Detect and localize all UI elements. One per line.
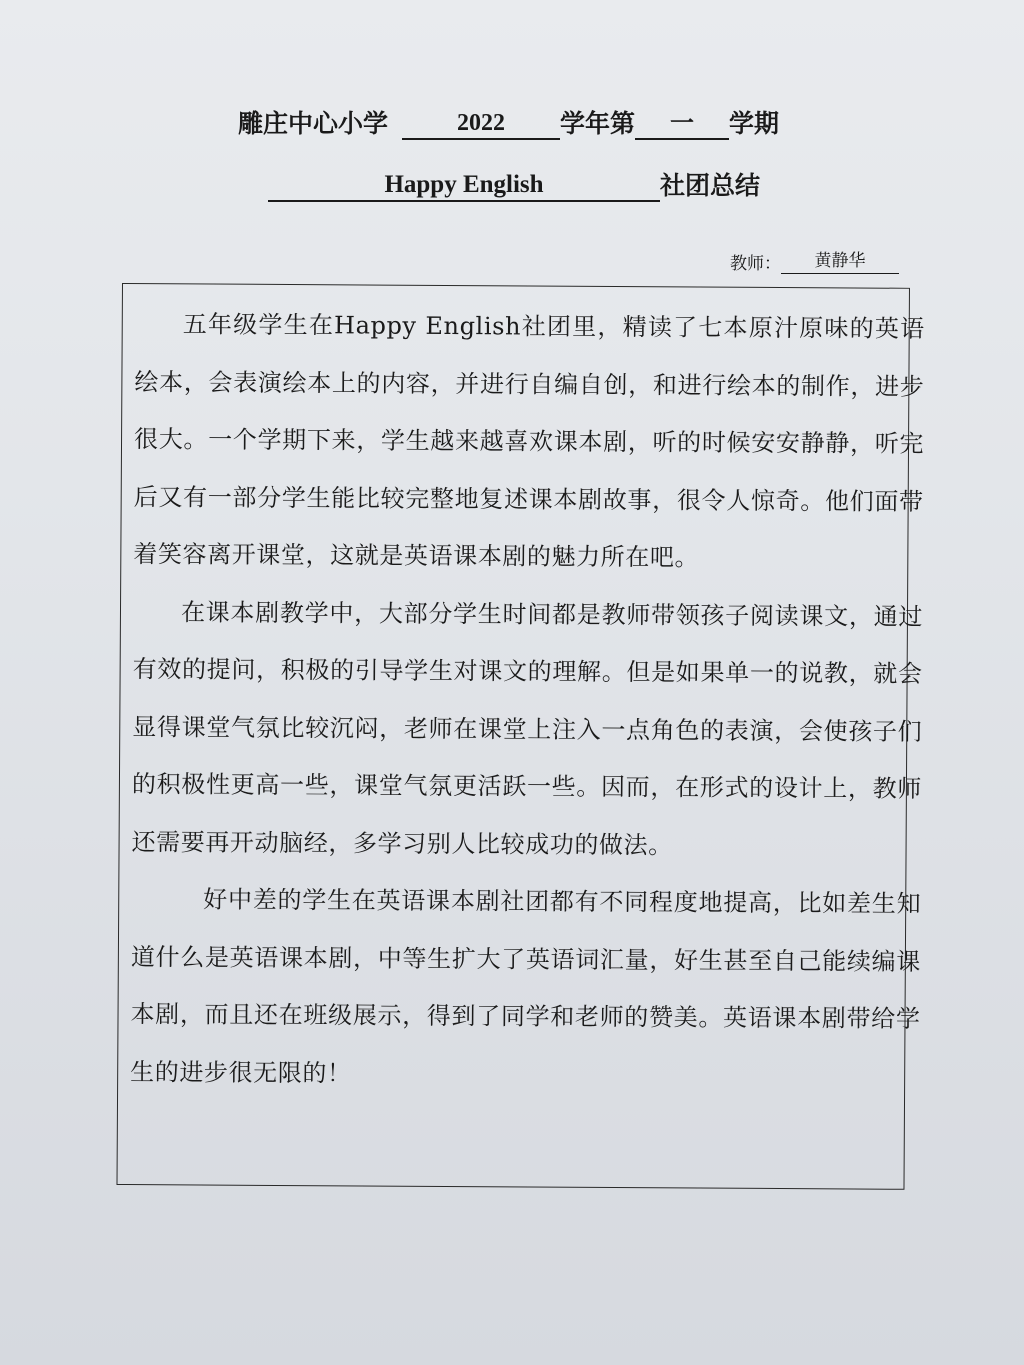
summary-paragraph: 五年级学生在Happy English社团里，精读了七本原汁原味的英语绘本，会表演绘本上的内容，并进行自编自创，和进行绘本的制作，进步很大。一个学期下来，学生越来越喜欢课本剧，听的时候安安静静，听完后又有一部分学生能比较完整地复述课本剧故事，很令人惊奇。他们面带着笑容离开课堂，这就是英语课本剧的魅力所在吧。 — [133, 310, 925, 572]
teacher-label: 教师： — [730, 254, 781, 274]
summary-content-box — [116, 283, 925, 1190]
term-suffix: 学期 — [729, 109, 780, 138]
club-summary-title: 社团总结 — [660, 171, 761, 200]
term-field: 一 — [635, 108, 729, 140]
academic-year-field: 2022 — [402, 108, 560, 140]
header-line-semester — [238, 100, 779, 140]
academic-year-suffix: 学年第 — [560, 109, 636, 138]
summary-paragraph: 好中差的学生在英语课本剧社团都有不同程度地提高，比如差生知道什么是英语课本剧，中等生扩大了英语词汇量，好生甚至自己能续编课本剧，而且还在班级展示，得到了同学和老师的赞美。英语课本剧带给学生的进步很无限的！ — [130, 885, 922, 1087]
summary-paragraph: 在课本剧教学中，大部分学生时间都是教师带领孩子阅读课文，通过有效的提问，积极的引导学生对课文的理解。但是如果单一的说教，就会显得课堂气氛比较沉闷，老师在课堂上注入一点角色的表演，会使孩子们的积极性更高一些，课堂气氛更活跃一些。因而，在形式的设计上，教师还需要再开动脑经，多学习别人比较成功的做法。 — [131, 597, 924, 859]
club-name-field: Happy English — [268, 170, 660, 202]
school-name: 雕庄中心小学 — [238, 109, 389, 138]
teacher-row — [730, 244, 899, 274]
summary-body — [130, 296, 925, 1106]
header-line-club — [268, 164, 760, 202]
teacher-name-field: 黄静华 — [781, 249, 899, 274]
